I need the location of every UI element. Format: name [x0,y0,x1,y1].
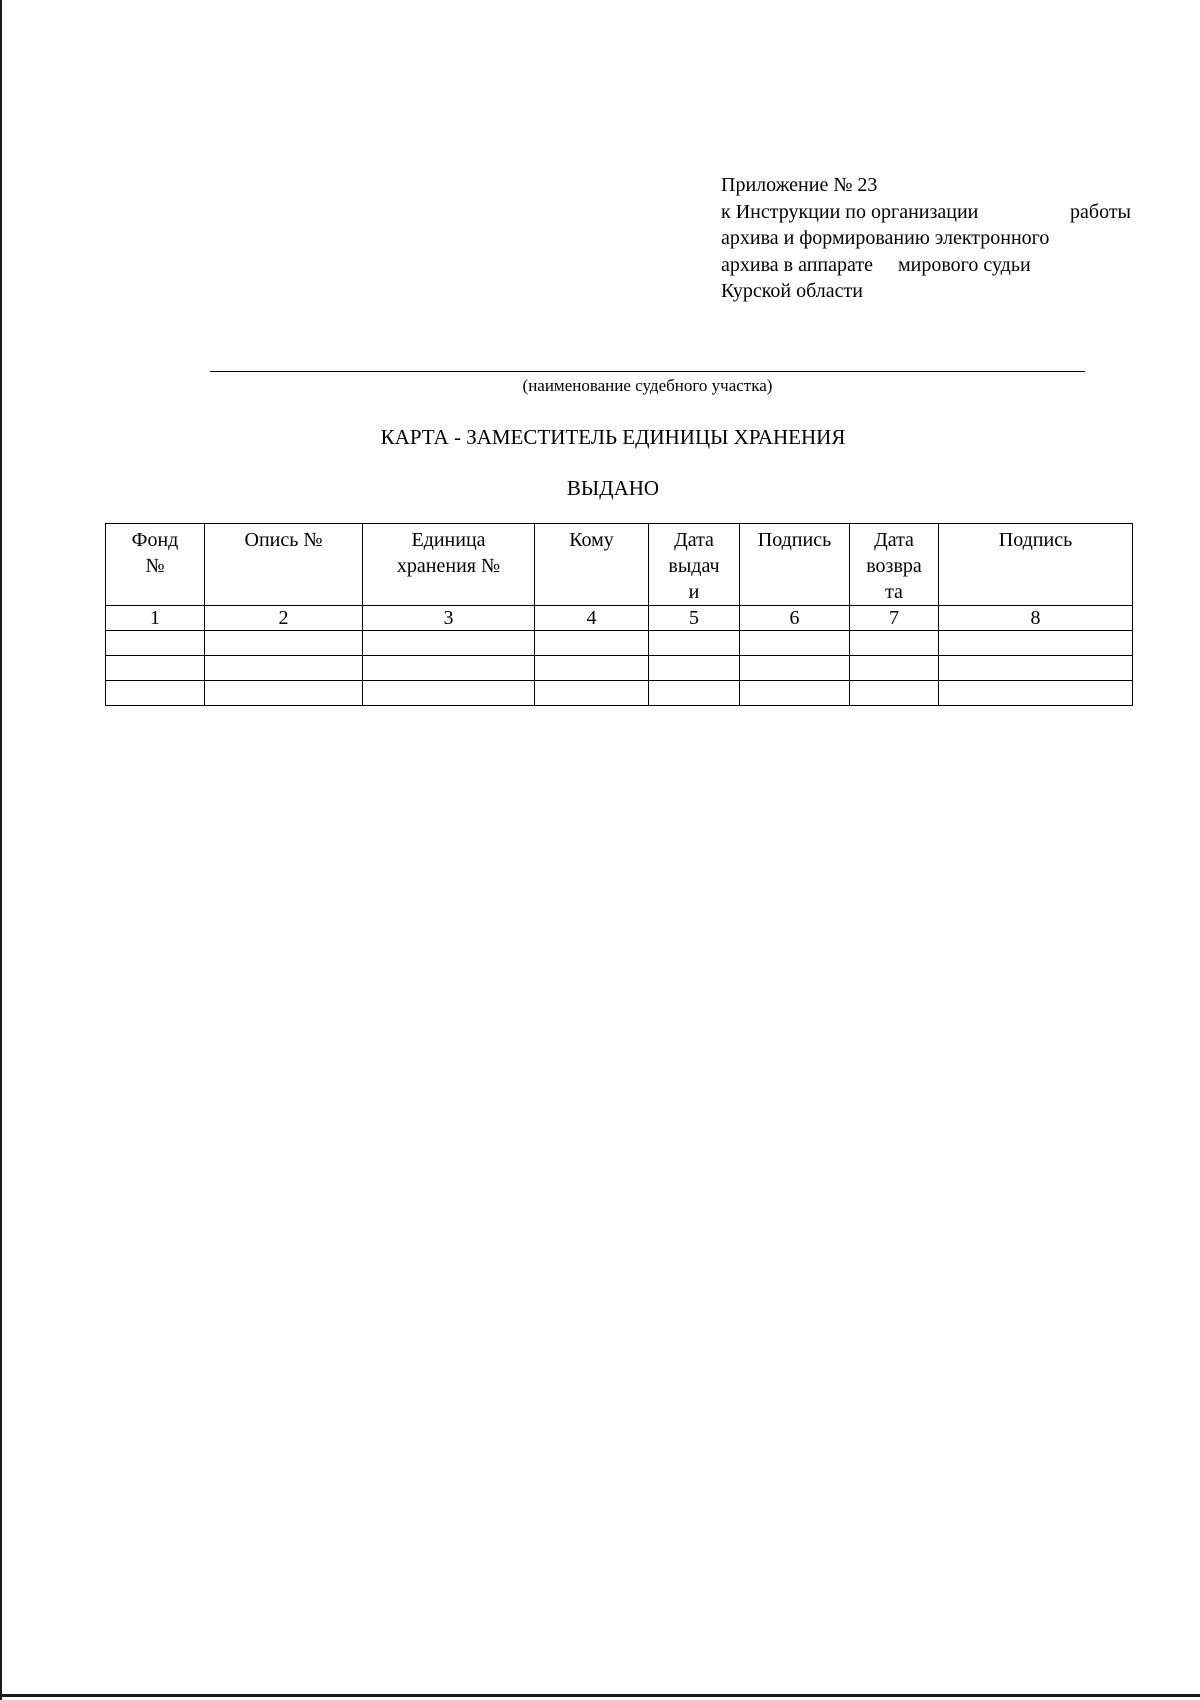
column-header-6 [740,524,850,606]
column-number-8: 8 [939,606,1133,631]
table-cell[interactable] [939,631,1133,656]
table-cell[interactable] [740,631,850,656]
appendix-line-4-right: мирового судьи [897,253,1031,276]
column-number-6: 6 [740,606,850,631]
table-cell[interactable] [740,681,850,706]
table-cell[interactable] [535,681,649,706]
table-cell[interactable] [939,681,1133,706]
appendix-line-1: Приложение № 23 [721,174,878,196]
column-number-7: 7 [850,606,939,631]
header-row [106,524,1133,606]
appendix-line-5: Курской области [721,280,863,302]
column-header-4-line-1: Кому [569,529,614,551]
column-header-3 [363,524,535,606]
column-header-2-line-1: Опись № [244,529,323,551]
table-cell[interactable] [939,656,1133,681]
column-header-1 [106,524,205,606]
table-cell[interactable] [205,656,363,681]
column-header-4 [535,524,649,606]
appendix-block [721,172,1131,305]
table-cell[interactable] [649,681,740,706]
column-header-7 [850,524,939,606]
column-number-3: 3 [363,606,535,631]
column-header-8-line-1: Подпись [998,529,1073,551]
column-number-4: 4 [535,606,649,631]
appendix-line-4 [721,252,1131,279]
table-row [106,656,1133,681]
column-number-row [106,606,1133,631]
table-cell[interactable] [106,631,205,656]
appendix-line-2 [721,199,1131,226]
card-title: КАРТА - ЗАМЕСТИТЕЛЬ ЕДИНИЦЫ ХРАНЕНИЯ [380,425,846,449]
court-name-fill-line [210,371,1085,372]
column-header-5 [649,524,740,606]
table-cell[interactable] [850,631,939,656]
column-header-3-line-1: Единица [411,529,486,551]
appendix-line-2-left: к Инструкции по организации [721,200,979,223]
table-cell[interactable] [850,681,939,706]
table-cell[interactable] [363,656,535,681]
column-header-3-line-2: хранения № [396,555,501,577]
column-header-7-line-1: Дата [874,529,914,551]
table-cell[interactable] [649,631,740,656]
appendix-line-2-right: работы [1070,200,1131,223]
table-row [106,631,1133,656]
column-header-1-line-2: № [145,555,165,577]
column-number-1: 1 [106,606,205,631]
column-header-7-line-2: возвра [866,555,922,577]
column-header-8 [939,524,1133,606]
table-cell[interactable] [363,631,535,656]
table-cell[interactable] [649,656,740,681]
column-header-1-line-1: Фонд [131,529,179,551]
table-cell[interactable] [535,631,649,656]
column-header-7-line-3: та [885,581,903,603]
issue-register-table [105,523,1133,706]
table-cell[interactable] [205,681,363,706]
column-header-5-line-1: Дата [674,529,714,551]
column-header-5-line-3: и [688,581,700,603]
column-number-2: 2 [205,606,363,631]
table-row [106,681,1133,706]
table-cell[interactable] [740,656,850,681]
appendix-line-3: архива и формированию электронного [721,227,1050,249]
table-cell[interactable] [363,681,535,706]
column-header-5-line-2: выдач [668,555,720,577]
appendix-line-4-left: архива в аппарате [721,253,873,276]
column-number-5: 5 [649,606,740,631]
table-cell[interactable] [535,656,649,681]
column-header-2 [205,524,363,606]
court-name-caption: (наименование судебного участка) [522,376,773,395]
scan-edge-bottom [0,1694,1200,1697]
table-cell[interactable] [106,681,205,706]
table-cell[interactable] [205,631,363,656]
column-header-6-line-1: Подпись [757,529,832,551]
table-cell[interactable] [106,656,205,681]
table-cell[interactable] [850,656,939,681]
issued-title: ВЫДАНО [566,476,660,500]
scan-edge-left [0,0,2,1700]
